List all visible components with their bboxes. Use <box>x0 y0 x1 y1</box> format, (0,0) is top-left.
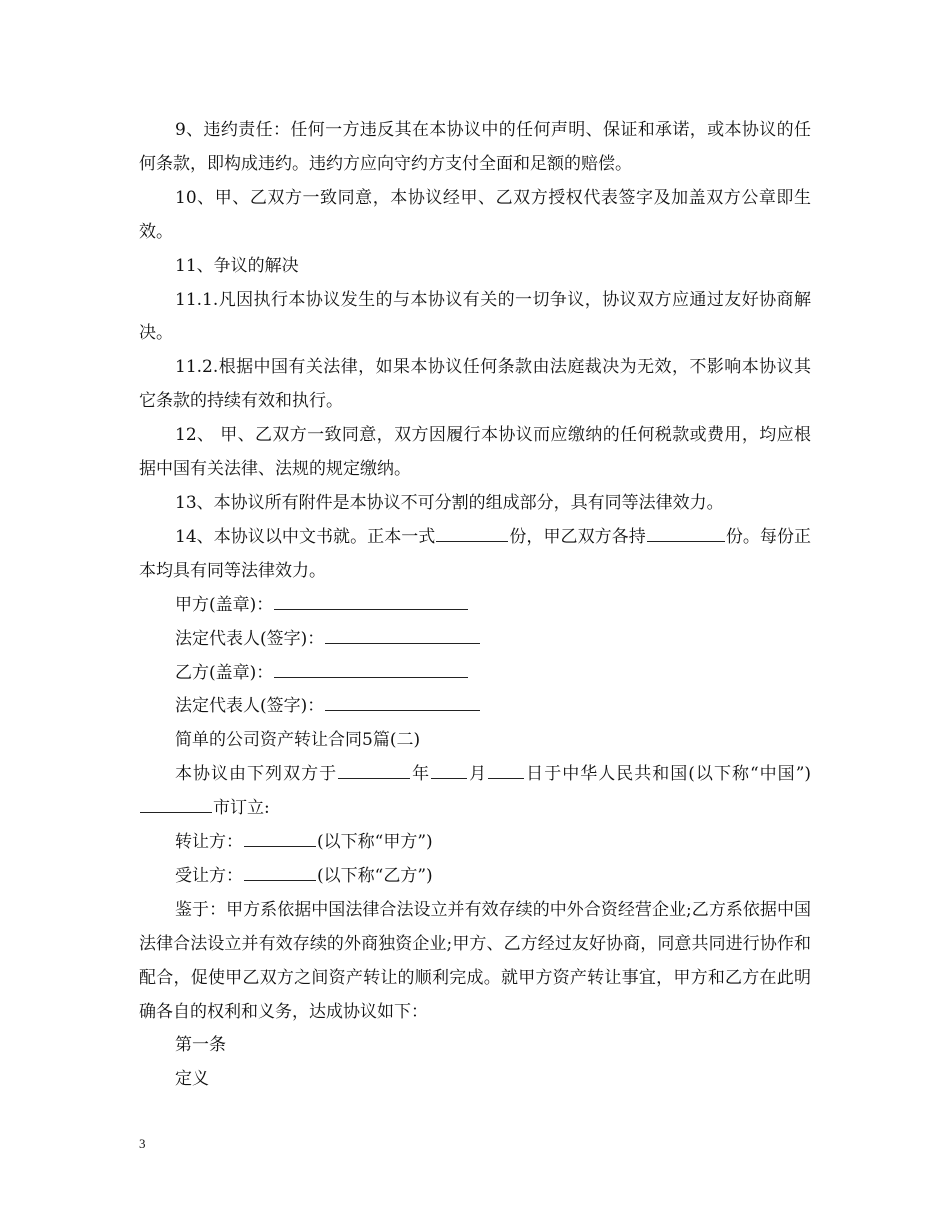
copies-total-blank <box>436 523 508 542</box>
clause-14: 14、本协议以中文书就。正本一式 份，甲乙双方各持 份。每份正本均具有同等法律效力。 <box>139 521 811 589</box>
page-number: 3 <box>139 1136 146 1151</box>
party-b-seal-blank <box>274 659 468 678</box>
transferee-line: 受让方： (以下称“乙方”) <box>139 860 811 894</box>
date-year-blank <box>338 760 410 779</box>
clause-11-heading: 11、争议的解决 <box>175 255 299 276</box>
clause-10: 10、甲、乙双方一致同意，本协议经甲、乙双方授权代表签字及加盖双方公章即生效。 <box>139 187 811 242</box>
party-a-seal-line: 甲方(盖章)： <box>139 589 811 623</box>
definition-heading: 定义 <box>175 1069 209 1090</box>
party-b-rep-line: 法定代表人(签字)： <box>139 690 811 724</box>
party-b-seal-line: 乙方(盖章)： <box>139 657 811 691</box>
whereas-paragraph: 鉴于：甲方系依据中国法律合法设立并有效存续的中外合资经营企业;乙方系依据中国法律合法设立并有效存续的外商独资企业;甲方、乙方经过友好协商，同意共同进行协作和配合，促使甲乙双方之间资产转让的顺利完成。就甲方资产转让事宜，甲方和乙方在此明确各自的权利和义务，达成协议如下： <box>139 899 811 1022</box>
intro-paragraph: 本协议由下列双方于 年 月 日于中华人民共和国(以下称“中国”)市订立: <box>139 758 811 826</box>
transferor-blank <box>244 828 316 847</box>
document-body <box>139 114 811 1097</box>
clause-11-2: 11.2.根据中国有关法律，如果本协议任何条款由法庭裁决为无效，不影响本协议其它条款的持续有效和执行。 <box>139 357 811 412</box>
clause-13: 13、本协议所有附件是本协议不可分割的组成部分，具有同等法律效力。 <box>175 492 724 513</box>
party-b-rep-blank <box>325 693 480 712</box>
clause-12: 12、 甲、乙双方一致同意，双方因履行本协议而应缴纳的任何税款或费用，均应根据中国有关法律、法规的规定缴纳。 <box>139 425 811 480</box>
article-1-heading: 第一条 <box>175 1035 226 1056</box>
copies-each-blank <box>647 523 725 542</box>
city-blank <box>140 794 212 813</box>
clause-9: 9、违约责任：任何一方违反其在本协议中的任何声明、保证和承诺，或本协议的任何条款，即构成违约。违约方应向守约方支付全面和足额的赔偿。 <box>139 120 811 174</box>
transferor-line: 转让方： (以下称“甲方”) <box>139 826 811 860</box>
date-month-blank <box>431 760 467 779</box>
clause-11-1: 11.1.凡因执行本协议发生的与本协议有关的一切争议，协议双方应通过友好协商解决。 <box>139 289 811 344</box>
party-a-seal-blank <box>274 591 468 610</box>
party-a-rep-line: 法定代表人(签字)： <box>139 623 811 657</box>
transferee-blank <box>244 862 316 881</box>
party-a-rep-blank <box>325 625 480 644</box>
date-day-blank <box>488 760 524 779</box>
section-title: 简单的公司资产转让合同5篇(二) <box>175 730 421 751</box>
